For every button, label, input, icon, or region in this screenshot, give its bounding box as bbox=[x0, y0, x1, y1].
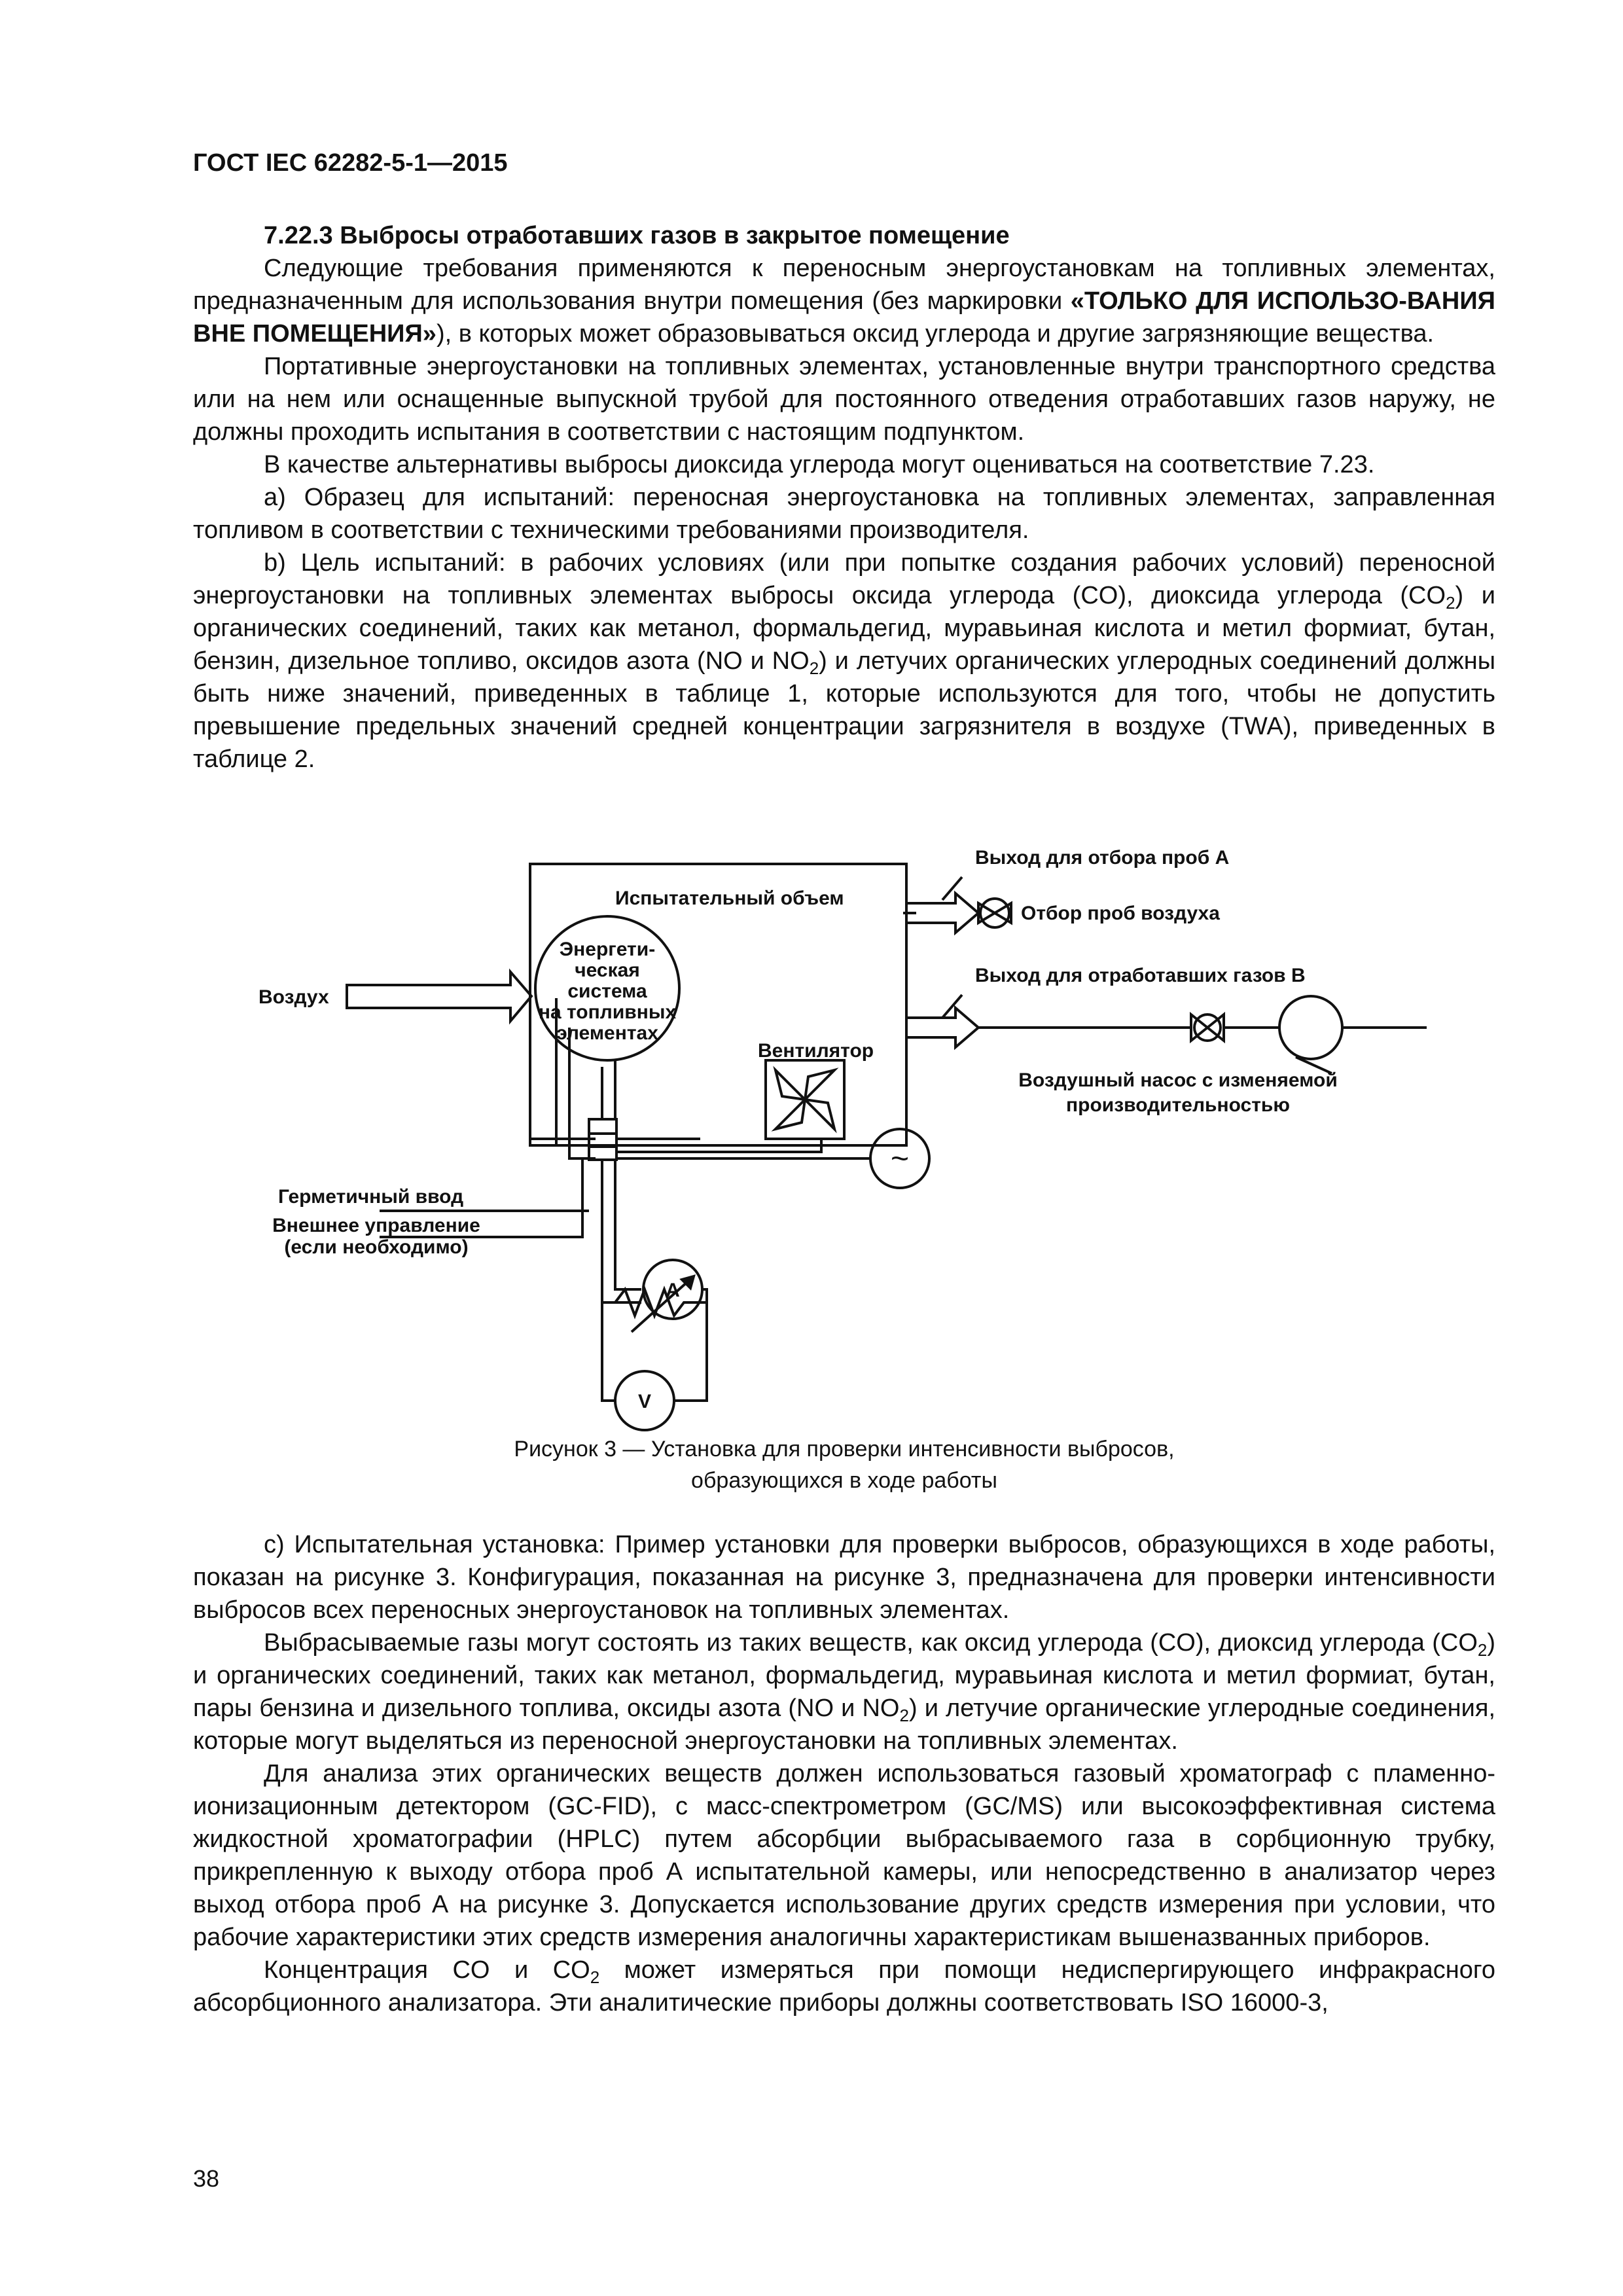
air-pump-icon bbox=[1279, 996, 1342, 1059]
pump-label-1: Воздушный насос с изменяемой bbox=[1018, 1069, 1338, 1091]
fan-icon bbox=[776, 1070, 834, 1129]
text-block-bottom bbox=[193, 1528, 1495, 2019]
ext-control-label-2: (если необходимо) bbox=[284, 1236, 469, 1258]
gases-text-b: ) и органических соединений, таких как метанол, формальдегид, муравьиная кислота и метил формиат, бутан, пары бензина и дизельного топлива, оксиды азота (NO и NO bbox=[193, 1629, 1495, 1722]
page-number: 38 bbox=[193, 2165, 220, 2192]
fan-label: Вентилятор bbox=[758, 1040, 874, 1062]
fc-line: элементах bbox=[556, 1022, 658, 1044]
paragraph-analysis: Для анализа этих органических веществ должен использоваться газовый хроматограф с пламенно-ионизационным детектором (GC-FID), с масс-спектрометром (GC/MS) или высокоэффективная система жидкостной хроматографии (HPLC) путем абсорбции выбрасываемого газа в сорбционную трубку, прикрепленную к выходу отбора проб А испытательной камеры, или непосредственно в анализатор через выход отбора проб А на рисунке 3. Допускается использование других средств измерения при условии, что рабочие характеристики этих средств измерения аналогичны характеристикам вышеназванных приборов. bbox=[193, 1760, 1495, 1951]
paragraph-scope-c: ), в которых может образовываться оксид углерода и другие загрязняющие вещества. bbox=[436, 320, 1435, 348]
paragraph-emitted-gases bbox=[193, 1626, 1495, 1757]
subscript: 2 bbox=[899, 1706, 909, 1725]
subscript: 2 bbox=[809, 658, 819, 678]
gases-text-c: ) и летучие органические углеродные соединения, которые могут выделяться из переносной энергоустановки на топливных элементах. bbox=[193, 1695, 1496, 1755]
ext-control-label-1: Внешнее управление bbox=[272, 1215, 480, 1236]
paragraph-co-measurement bbox=[193, 1954, 1495, 2019]
document-header: ГОСТ IEC 62282-5-1—2015 bbox=[193, 149, 508, 177]
paragraph-exemption: Портативные энергоустановки на топливных элементах, установленные внутри транспортного средства или на нем или оснащенные выпускной трубой для постоянного отведения отработавших газов наружу, не должны проходить испытания в соответствии с настоящим подпунктом. bbox=[193, 353, 1495, 446]
outdoor-only-marking: «ТОЛЬКО ДЛЯ ИСПОЛЬЗО-ВАНИЯ ВНЕ ПОМЕЩЕНИЯ» bbox=[193, 287, 1495, 348]
co-text-a: Концентрация CO и CO bbox=[264, 1956, 590, 1984]
purpose-text-a: b) Цель испытаний: в рабочих условиях (или при попытке создания рабочих условий) переносной энергоустановки на топливных элементах выбросы оксида углерода (CO), диоксида углерода (CO bbox=[193, 549, 1495, 609]
sealed-entry-label: Герметичный ввод bbox=[278, 1186, 464, 1208]
outlet-b-arrow bbox=[906, 1008, 978, 1047]
fc-line: система bbox=[567, 980, 647, 1002]
paragraph-test-purpose bbox=[193, 547, 1495, 776]
outlet-b-leader bbox=[942, 995, 962, 1018]
fc-line: на топливных bbox=[538, 1001, 677, 1023]
purpose-text-c: ) и летучих органических углеродных соединений должны быть ниже значений, приведенных в таблице 1, которые используются для того, чтобы не допустить превышение предельных значений средней концентрации загрязнителя в воздухе (TWA), приведенных в таблице 2. bbox=[193, 647, 1496, 773]
paragraph-test-setup: с) Испытательная установка: Пример установки для проверки выбросов, образующихся в ходе работы, показан на рисунке 3. Конфигурация, показанная на рисунке 3, предназначена для проверки интенсивности выбросов всех переносных энергоустановок на топливных элементах. bbox=[193, 1531, 1495, 1624]
section-title: 7.22.3 Выбросы отработавших газов в закрытое помещение bbox=[264, 222, 1010, 249]
ammeter-label: A bbox=[666, 1280, 680, 1301]
air-sampling-label: Отбор проб воздуха bbox=[1021, 903, 1220, 924]
air-in-label: Воздух bbox=[259, 986, 329, 1008]
subscript: 2 bbox=[1477, 1640, 1488, 1660]
paragraph-scope-a: Следующие требования применяются к переносным энергоустановкам на топливных элементах, предназначенным для использования внутри помещения (без маркировки bbox=[193, 255, 1495, 315]
paragraph-scope bbox=[193, 252, 1495, 350]
paragraph-test-sample: а) Образец для испытаний: переносная энергоустановка на топливных элементах, заправленная топливом в соответствии с техническими требованиями производителя. bbox=[193, 484, 1495, 544]
caption-line-1: Рисунок 3 — Установка для проверки интенсивности выбросов, bbox=[514, 1437, 1175, 1462]
outlet-b-valve-icon bbox=[1191, 1014, 1224, 1041]
fc-line: Энергети- bbox=[559, 939, 656, 960]
fc-line: ческая bbox=[575, 960, 640, 981]
outlet-a-label: Выход для отбора проб А bbox=[975, 847, 1230, 869]
ac-symbol: ~ bbox=[890, 1141, 910, 1176]
gases-text-a: Выбрасываемые газы могут состоять из таких веществ, как оксид углерода (CO), диоксид углерода (CO bbox=[264, 1629, 1478, 1657]
pump-label-2: производительностью bbox=[1066, 1094, 1290, 1116]
purpose-text-b: ) и органических соединений, таких как метанол, формальдегид, муравьиная кислота и метил формиат, бутан, бензин, дизельное топливо, оксидов азота (NO и NO bbox=[193, 582, 1495, 675]
air-inlet-arrow bbox=[347, 972, 531, 1021]
text-block-top bbox=[193, 219, 1495, 776]
figure-caption bbox=[193, 1433, 1495, 1496]
subscript: 2 bbox=[1446, 593, 1455, 613]
outlet-b-label: Выход для отработавших газов В bbox=[975, 965, 1306, 986]
test-volume-label: Испытательный объем bbox=[615, 888, 844, 909]
voltmeter-label: V bbox=[637, 1391, 652, 1412]
fc-system-label bbox=[539, 939, 677, 1044]
figure-3-test-setup bbox=[249, 831, 1459, 1453]
paragraph-alternative: В качестве альтернативы выбросы диоксида углерода могут оцениваться на соответствие 7.23. bbox=[264, 451, 1375, 478]
co-text-b: может измеряться при помощи недиспергирующего инфракрасного абсорбционного анализатора. Эти аналитические приборы должны соответствовать ISO 16000-3, bbox=[193, 1956, 1495, 2017]
caption-line-2: образующихся в ходе работы bbox=[691, 1468, 997, 1493]
subscript: 2 bbox=[590, 1967, 600, 1987]
